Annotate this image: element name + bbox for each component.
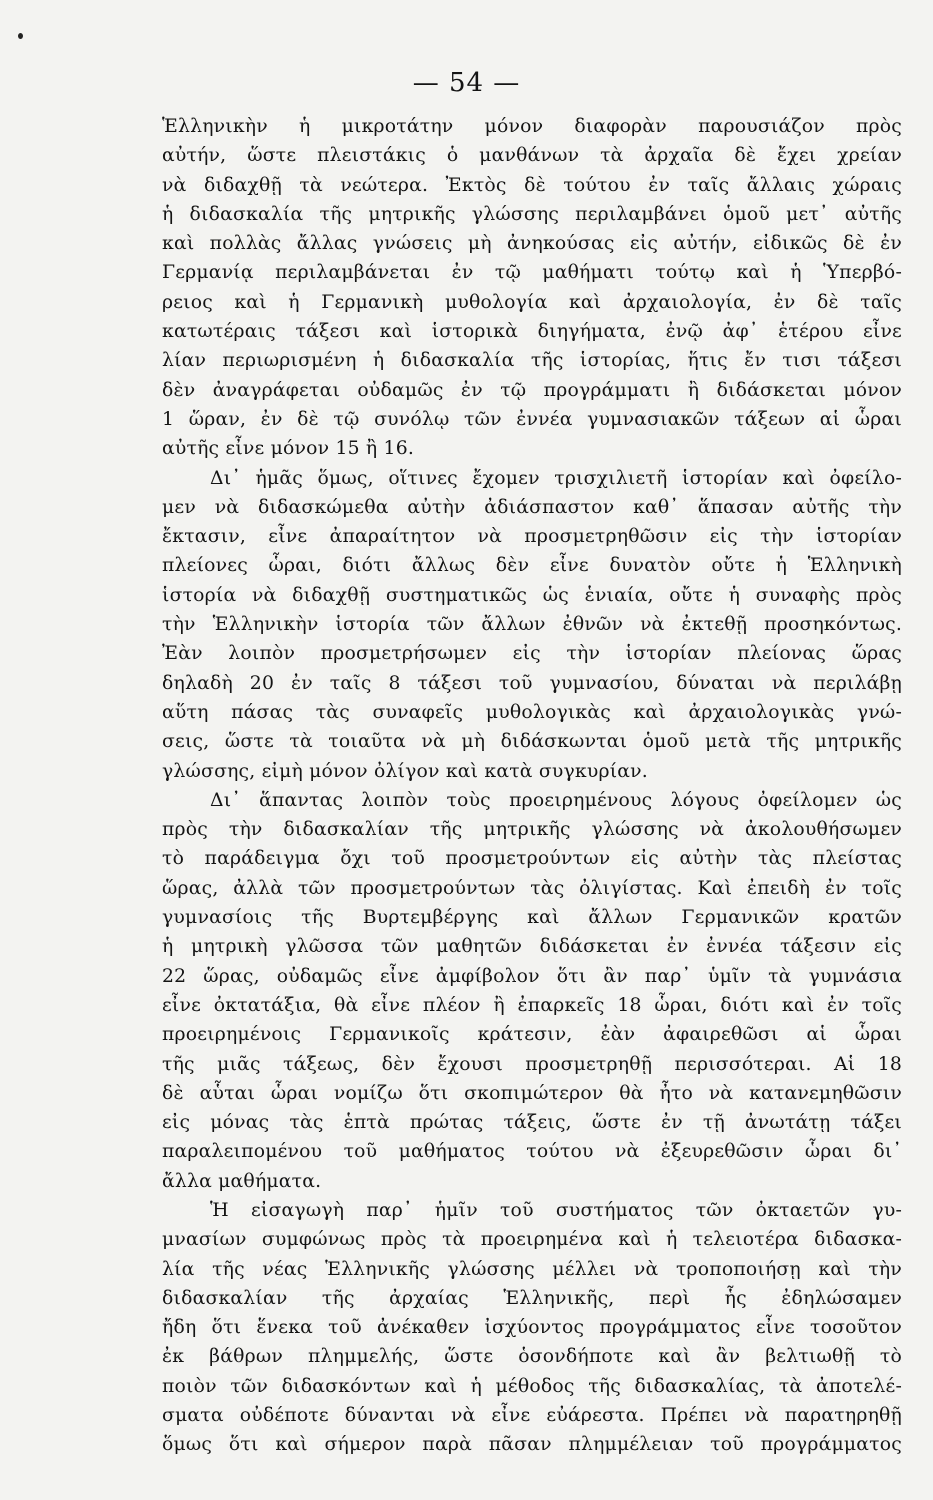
text-line: ποιὸν τῶν διδασκόντων καὶ ἡ μέθοδος τῆς διδασκαλίας, τὰ ἀποτελέ- (162, 1375, 902, 1397)
text-line: ὥρας, ἀλλὰ τῶν προσμετρούντων τὰς ὀλιγίστας. Καὶ ἐπειδὴ ἐν τοῖς (162, 877, 902, 899)
text-line: ἡ διδασκαλία τῆς μητρικῆς γλώσσης περιλαμβάνει ὁμοῦ μετ᾽ αὐτῆς (162, 203, 902, 225)
text-line: διδασκαλίαν τῆς ἀρχαίας Ἑλληνικῆς, περὶ ἧς ἐδηλώσαμεν (162, 1287, 902, 1309)
text-line: προειρημένοις Γερμανικοῖς κράτεσιν, ἐὰν ἀφαιρεθῶσι αἱ ὧραι (162, 1024, 902, 1046)
text-line: αὐτῆς εἶνε μόνον 15 ἢ 16. (162, 438, 415, 460)
text-line: Δι᾽ ἡμᾶς ὅμως, οἵτινες ἔχομεν τρισχιλιετῆ ἱστορίαν καὶ ὀφείλο- (210, 467, 902, 489)
text-line: δὲ αὗται ὧραι νομίζω ὅτι σκοπιμώτερον θὰ ἦτο νὰ κατανεμηθῶσιν (162, 1082, 902, 1104)
text-line: τὸ παράδειγμα ὄχι τοῦ προσμετρούντων εἰς αὐτὴν τὰς πλείστας (162, 848, 902, 870)
text-line: αὐτήν, ὥστε πλειστάκις ὁ μανθάνων τὰ ἀρχαῖα δὲ ἔχει χρείαν (162, 145, 902, 167)
text-line: Ἐὰν λοιπὸν προσμετρήσωμεν εἰς τὴν ἱστορίαν πλείονας ὥρας (162, 643, 902, 665)
text-line: αὕτη πάσας τὰς συναφεῖς μυθολογικὰς καὶ ἀρχαιολογικὰς γνώ- (162, 701, 902, 723)
text-line: Γερμανίᾳ περιλαμβάνεται ἐν τῷ μαθήματι τούτῳ καὶ ἡ Ὑπερβό- (162, 262, 902, 284)
text-line: δηλαδὴ 20 ἐν ταῖς 8 τάξεσι τοῦ γυμνασίου, δύναται νὰ περιλάβῃ (162, 672, 902, 694)
text-line: ἔκτασιν, εἶνε ἀπαραίτητον νὰ προσμετρηθῶσιν εἰς τὴν ἱστορίαν (162, 526, 902, 548)
text-line: λία τῆς νέας Ἑλληνικῆς γλώσσης μέλλει νὰ τροποποιήσῃ καὶ τὴν (162, 1258, 902, 1280)
ink-speck (18, 33, 23, 39)
text-line: τὴν Ἑλληνικὴν ἱστορία τῶν ἄλλων ἐθνῶν νὰ ἐκτεθῇ προσηκόντως. (162, 614, 902, 636)
text-line: τῆς μιᾶς τάξεως, δὲν ἔχουσι προσμετρηθῇ περισσότεραι. Αἱ 18 (162, 1053, 902, 1075)
text-line: σεις, ὥστε τὰ τοιαῦτα νὰ μὴ διδάσκωνται ὁμοῦ μετὰ τῆς μητρικῆς (162, 731, 902, 753)
text-line: νὰ διδαχθῇ τὰ νεώτερα. Ἐκτὸς δὲ τούτου ἐν ταῖς ἄλλαις χώραις (162, 174, 902, 196)
text-line: πλείονες ὧραι, διότι ἄλλως δὲν εἶνε δυνατὸν οὔτε ἡ Ἑλληνικὴ (162, 555, 902, 577)
text-line: κατωτέραις τάξεσι καὶ ἱστορικὰ διηγήματα, ἐνῷ ἀφ᾽ ἑτέρου εἶνε (162, 321, 902, 343)
text-line: παραλειπομένου τοῦ μαθήματος τούτου νὰ ἐξευρεθῶσιν ὧραι δι᾽ (162, 1141, 902, 1163)
page-number: — 54 — (412, 68, 521, 98)
text-line: γυμνασίοις τῆς Βυρτεμβέργης καὶ ἄλλων Γερμανικῶν κρατῶν (162, 907, 902, 929)
text-line: εἶνε ὀκτατάξια, θὰ εἶνε πλέον ἢ ἐπαρκεῖς 18 ὧραι, διότι καὶ ἐν τοῖς (162, 994, 902, 1016)
text-line: δὲν ἀναγράφεται οὐδαμῶς ἐν τῷ προγράμματι ἢ διδάσκεται μόνον (162, 379, 902, 401)
text-line: ρειος καὶ ἡ Γερμανικὴ μυθολογία καὶ ἀρχαιολογία, ἐν δὲ ταῖς (162, 291, 902, 313)
text-line: ἤδη ὅτι ἕνεκα τοῦ ἀνέκαθεν ἰσχύοντος προγράμματος εἶνε τοσοῦτον (162, 1317, 902, 1339)
text-line: ἐκ βάθρων πλημμελής, ὥστε ὁσονδήποτε καὶ ἂν βελτιωθῇ τὸ (162, 1346, 902, 1368)
text-line: 1 ὥραν, ἐν δὲ τῷ συνόλῳ τῶν ἐννέα γυμνασιακῶν τάξεων αἱ ὧραι (162, 408, 902, 430)
text-line: 22 ὥρας, οὐδαμῶς εἶνε ἀμφίβολον ὅτι ἂν παρ᾽ ὑμῖν τὰ γυμνάσια (162, 965, 902, 987)
body-text (162, 112, 902, 1460)
text-line: γλώσσης, εἰμὴ μόνον ὀλίγον καὶ κατὰ συγκυρίαν. (162, 760, 648, 782)
text-line: ἄλλα μαθήματα. (162, 1170, 322, 1192)
text-line: μνασίων συμφώνως πρὸς τὰ προειρημένα καὶ ἡ τελειοτέρα διδασκα- (162, 1229, 902, 1251)
text-line: Ἑλληνικὴν ἡ μικροτάτην μόνον διαφορὰν παρουσιάζον πρὸς (162, 116, 902, 137)
text-line: Ἡ εἰσαγωγὴ παρ᾽ ἡμῖν τοῦ συστήματος τῶν ὀκταετῶν γυ- (210, 1199, 902, 1221)
text-line: μεν νὰ διδασκώμεθα αὐτὴν ἀδιάσπαστον καθ᾽ ἅπασαν αὐτῆς τὴν (162, 496, 902, 518)
text-line: λίαν περιωρισμένη ἡ διδασκαλία τῆς ἱστορίας, ἥτις ἔν τισι τάξεσι (162, 350, 902, 372)
text-line: εἰς μόνας τὰς ἑπτὰ πρώτας τάξεις, ὥστε ἐν τῇ ἀνωτάτῃ τάξει (162, 1112, 902, 1134)
text-line: Δι᾽ ἅπαντας λοιπὸν τοὺς προειρημένους λόγους ὀφείλομεν ὡς (210, 789, 902, 811)
text-line: ὅμως ὅτι καὶ σήμερον παρὰ πᾶσαν πλημμέλειαν τοῦ προγράμματος (162, 1434, 902, 1456)
text-line: ἡ μητρικὴ γλῶσσα τῶν μαθητῶν διδάσκεται ἐν ἐννέα τάξεσιν εἰς (162, 936, 902, 958)
text-line: πρὸς τὴν διδασκαλίαν τῆς μητρικῆς γλώσσης νὰ ἀκολουθήσωμεν (162, 819, 902, 841)
text-line: καὶ πολλὰς ἄλλας γνώσεις μὴ ἀνηκούσας εἰς αὐτήν, εἰδικῶς δὲ ἐν (162, 233, 902, 255)
text-line: ἱστορία νὰ διδαχθῇ συστηματικῶς ὡς ἑνιαία, οὔτε ἡ συναφὴς πρὸς (162, 584, 902, 606)
text-line: σματα οὐδέποτε δύνανται νὰ εἶνε εὐάρεστα. Πρέπει νὰ παρατηρηθῇ (162, 1405, 902, 1427)
